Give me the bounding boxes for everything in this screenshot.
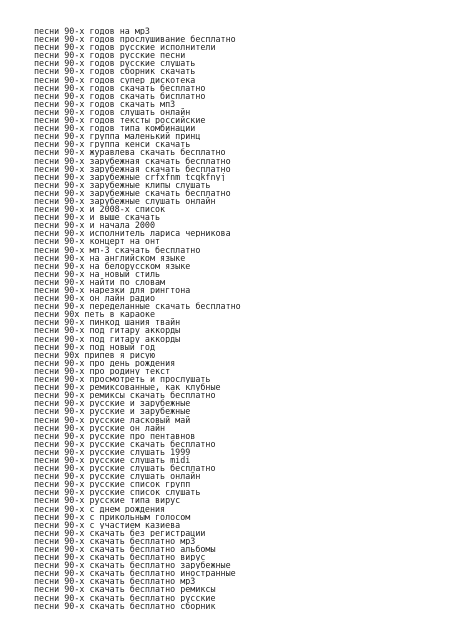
text-line: песни 90-х русские список групп	[34, 480, 191, 489]
text-line: песни 90-х годов слушать онлайн	[34, 107, 191, 117]
text-line: песни 90-х скачать бесплатно ремиксы	[34, 585, 216, 594]
text-line: песни 90-х про день рождения	[34, 358, 176, 367]
text-line: песни 90-х годов на мр3	[34, 27, 150, 36]
text-line: песни 90-х с прикольным голосом	[34, 512, 191, 521]
text-line: песни 90-х пинкод шания твайн	[34, 318, 181, 327]
text-line: песни 90-х найти по словам	[34, 277, 166, 286]
text-line: песни 90-х на новый стиль	[34, 269, 161, 278]
text-line: песни 90-х русские ласковый май	[34, 415, 191, 424]
text-line: песни 90-х на белорусском языке	[34, 261, 191, 270]
text-line: песни 90-х русские и зарубежные	[34, 407, 191, 416]
text-line: песни 90-х под гитару аккорды	[34, 334, 181, 343]
text-line: песни 90-х зарубежная скачать бесплатно	[34, 156, 231, 165]
text-line: песни 90-х под новый год	[34, 342, 156, 351]
text-line: песни 90-х исполнитель лариса черникова	[34, 229, 231, 238]
text-line: песни 90-х с участием казиева	[34, 520, 181, 529]
text-line: песни 90-х под гитару аккорды	[34, 326, 181, 335]
text-line: песни 90-х переделанные скачать бесплатно	[34, 302, 241, 311]
text-line: песни 90-х годов тексты российские	[34, 116, 206, 125]
text-line: песни 90-х с днем рождения	[34, 504, 166, 513]
text-line: песни 90-х русские список слушать	[34, 488, 201, 497]
text-line: песни 90-х русские и зарубежные	[34, 399, 191, 408]
text-line: песни 90-х скачать бесплатно альбомы	[34, 545, 216, 554]
text-line: песни 90-х мп-3 скачать бесплатно	[34, 245, 201, 254]
text-line: песни 90-х скачать бесплатно зарубежные	[34, 561, 231, 570]
text-line: песни 90-х и 2008-х список	[34, 205, 166, 214]
text-line: песни 90-х годов скачать бесплатно	[34, 83, 206, 92]
text-line: песни 90-х русские скачать бесплатно	[34, 439, 216, 448]
text-line: песни 90-х и выше скачать	[34, 213, 161, 222]
text-line: песни 90-х нарезки для рингтона	[34, 286, 191, 295]
text-line: песни 90-х концерт на онт	[34, 237, 161, 246]
text-line: песни 90-х русские он лайн	[34, 423, 166, 432]
text-line: песни 90х петь в караоке	[34, 310, 156, 319]
text-line: песни 90-х скачать бесплатно сборник	[34, 601, 216, 610]
text-line: песни 90-х русские типа вирус	[34, 496, 181, 505]
text-line: песни 90-х зарубежные слушать онлайн	[34, 196, 216, 206]
text-line: песни 90-х годов скачать мп3	[34, 99, 176, 108]
text-line: песни 90-х про родину текст	[34, 366, 171, 376]
text-line: песни 90-х годов сборник скачать	[34, 67, 196, 76]
text-line: песни 90-х русские слушать midi	[34, 455, 191, 465]
text-line: песни 90-х годов супер дискотека	[34, 75, 196, 84]
text-line: песни 90-х ремиксованные, как клубные	[34, 383, 221, 392]
text-line: песни 90-х зарубежные скачать бесплатно	[34, 188, 231, 197]
text-line: песни 90-х просмотреть и прослушать	[34, 375, 211, 384]
text-line: песни 90-х русские слушать 1999	[34, 447, 191, 456]
text-line: песни 90-х на английском языке	[34, 253, 186, 262]
text-line: песни 90-х скачать бесплатно иностранные	[34, 569, 236, 578]
text-line: песни 90-х ремиксы скачать бесплатно	[34, 391, 216, 400]
text-line: песни 90-х скачать бесплатно мр3	[34, 577, 196, 586]
text-line: песни 90-х скачать без регистрации	[34, 528, 206, 537]
text-line-list	[34, 27, 439, 610]
text-line: песни 90-х русские слушать онлайн	[34, 472, 201, 481]
text-line: песни 90-х зарубежные crfxfnm tcgkfnyj	[34, 172, 226, 181]
text-line: песни 90-х годов русские исполнители	[34, 43, 216, 52]
text-line: песни 90х припев я рисую	[34, 350, 156, 359]
text-line: песни 90-х годов русские слушать	[34, 59, 196, 68]
text-line: песни 90-х скачать бесплатно вирус	[34, 553, 206, 562]
text-line: песни 90-х скачать бесплатно русские	[34, 593, 216, 602]
text-line: песни 90-х русские про пентавнов	[34, 431, 196, 440]
text-line: песни 90-х зарубежная скачать бесплатно	[34, 164, 231, 173]
text-line: песни 90-х группа маленький принц	[34, 132, 201, 141]
text-line: песни 90-х журавлева скачать бесплатно	[34, 148, 226, 157]
text-line: песни 90-х группа кенси скачать	[34, 140, 191, 149]
text-line: песни 90-х и начала 2000	[34, 221, 156, 230]
text-line: песни 90-х годов типа комбинации	[34, 124, 196, 133]
text-line: песни 90-х скачать бесплатно мр3	[34, 536, 196, 545]
text-line: песни 90-х годов прослушивание бесплатно	[34, 35, 236, 44]
text-line: песни 90-х русские слушать бесплатно	[34, 464, 216, 473]
text-line: песни 90-х он лайн радио	[34, 294, 156, 303]
text-line: песни 90-х зарубежные клипы слушать	[34, 180, 211, 189]
text-line: песни 90-х годов русские песни	[34, 51, 186, 60]
text-line: песни 90-х годов скачать бисплатно	[34, 91, 206, 100]
